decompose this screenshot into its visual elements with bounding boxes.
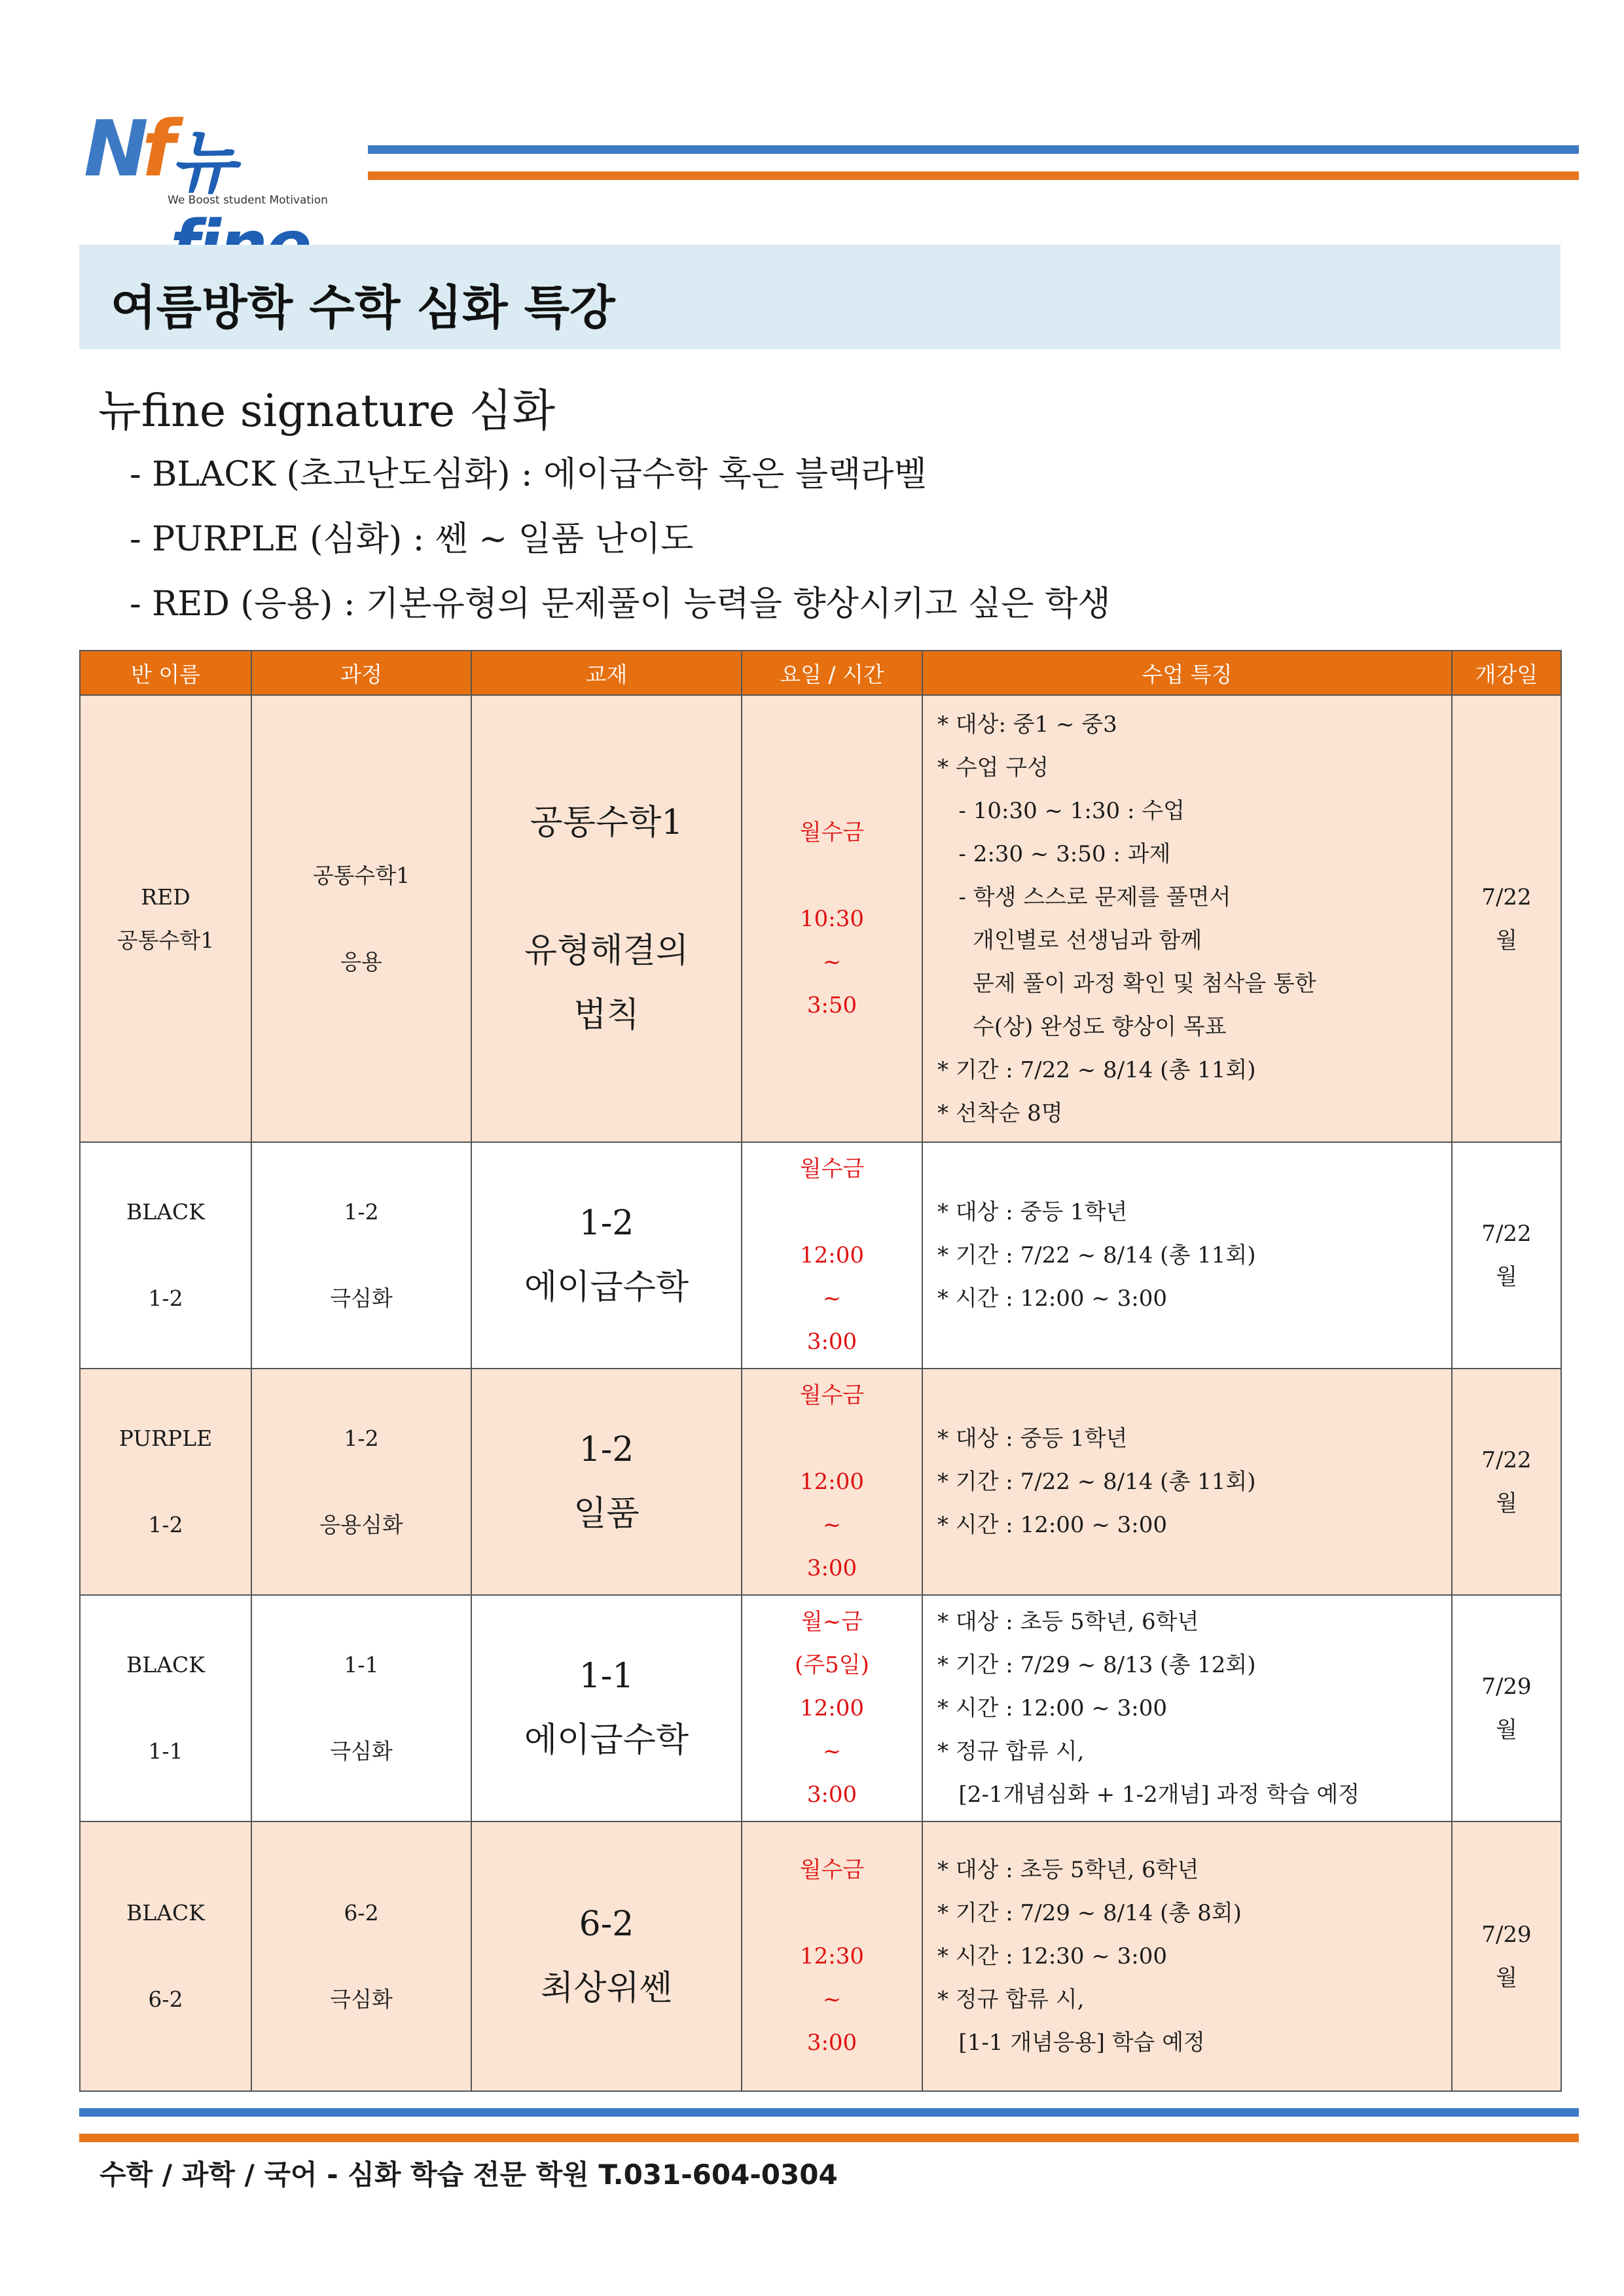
class-name-line: BLACK [126, 1652, 205, 1677]
features-cell [922, 695, 1452, 1142]
feature-line: * 정규 합류 시, [937, 1986, 1085, 2013]
feature-line: 개인별로 선생님과 함께 [937, 927, 1202, 954]
feature-line: * 대상: 중1 ~ 중3 [937, 711, 1117, 738]
course-cell [251, 1142, 471, 1369]
schedule-line: 월수금 [799, 819, 865, 846]
feature-line: * 대상 : 중등 1학년 [937, 1199, 1128, 1225]
start-weekday: 월 [1496, 927, 1517, 954]
schedule-line: 3:50 [806, 992, 857, 1018]
features-cell [922, 1369, 1452, 1595]
table-row [80, 1369, 1561, 1595]
schedule-line: 12:00 [800, 1695, 864, 1721]
schedule-line: ~ [822, 1986, 842, 2013]
schedule-line [742, 854, 922, 897]
feature-line: - 학생 스스로 문제를 풀면서 [937, 884, 1231, 910]
textbook-line: 공통수학1 [530, 802, 683, 842]
schedule-cell [742, 695, 922, 1142]
course-cell [251, 1369, 471, 1595]
feature-line: * 시간 : 12:30 ~ 3:00 [937, 1943, 1168, 1969]
textbook-line: 에이급수학 [524, 1721, 689, 1760]
textbook-line: 법칙 [573, 995, 640, 1035]
course-line: 공통수학1 [312, 862, 410, 888]
textbook-cell [471, 1142, 742, 1369]
header-divider-orange [368, 171, 1579, 180]
schedule-line: 월수금 [799, 1382, 865, 1408]
feature-line: * 시간 : 12:00 ~ 3:00 [937, 1285, 1168, 1312]
schedule-line: (주5일) [795, 1652, 869, 1678]
schedule-line: 10:30 [800, 905, 864, 932]
col-header-course: 과정 [251, 651, 471, 695]
course-line: 1-2 [344, 1199, 379, 1225]
course-cell [251, 1821, 471, 2091]
start-date: 7/29 [1481, 1922, 1532, 1948]
schedule-line: 월수금 [799, 1156, 865, 1182]
class-name-line [81, 1935, 251, 1978]
schedule-line: 12:30 [800, 1943, 864, 1969]
schedule-line: ~ [822, 1512, 842, 1538]
feature-line: - 2:30 ~ 3:50 : 과제 [937, 840, 1171, 867]
schedule-cell [742, 1142, 922, 1369]
textbook-cell [471, 1821, 742, 2091]
schedule-line: 3:00 [806, 1329, 857, 1355]
textbook-line: 최상위쎈 [541, 1969, 672, 2008]
feature-line: * 대상 : 초등 5학년, 6학년 [937, 1609, 1199, 1635]
logo-brand: 뉴 [170, 122, 234, 202]
course-line [252, 1234, 471, 1277]
feature-line: [2-1개념심화 + 1-2개념] 과정 학습 예정 [937, 1782, 1360, 1808]
textbook-line: 일품 [573, 1494, 640, 1534]
col-header-features: 수업 특징 [922, 651, 1452, 695]
level-item-black: - BLACK (초고난도심화) : 에이급수학 혹은 블랙라벨 [130, 455, 927, 494]
course-line: 극심화 [330, 1986, 393, 2012]
course-line [252, 897, 471, 941]
col-header-textbook: 교재 [471, 651, 742, 695]
feature-line: * 시간 : 12:00 ~ 3:00 [937, 1512, 1168, 1538]
start-date: 7/29 [1481, 1674, 1532, 1700]
start-weekday: 월 [1496, 1965, 1517, 1991]
course-line: 1-2 [344, 1426, 379, 1451]
table-header-row [80, 651, 1561, 695]
class-name-line: 6-2 [148, 1986, 183, 2012]
level-list [130, 452, 1111, 646]
table-row [80, 1142, 1561, 1369]
title-banner [79, 245, 1561, 350]
feature-line: * 정규 합류 시, [937, 1738, 1085, 1765]
footer-contact: 수학 / 과학 / 국어 - 심화 학습 전문 학원 T.031-604-0304 [99, 2159, 838, 2191]
class-name-line: BLACK [126, 1900, 205, 1926]
program-subtitle: 뉴fine signature 심화 [98, 386, 556, 437]
start-weekday: 월 [1496, 1717, 1517, 1743]
start-date-cell [1452, 1821, 1561, 2091]
start-date-cell [1452, 1595, 1561, 1821]
feature-line: * 시간 : 12:00 ~ 3:00 [937, 1695, 1168, 1721]
textbook-line: 에이급수학 [524, 1268, 689, 1307]
class-name-line: PURPLE [118, 1426, 213, 1451]
class-schedule-table [79, 650, 1562, 2092]
logo-tagline: We Boost student Motivation [168, 194, 328, 207]
schedule-line: 3:00 [806, 1555, 857, 1581]
textbook-cell [471, 1369, 742, 1595]
class-name-line [81, 1687, 251, 1730]
schedule-cell [742, 1821, 922, 2091]
schedule-line [742, 1417, 922, 1460]
schedule-cell [742, 1369, 922, 1595]
class-name-line [81, 1234, 251, 1277]
textbook-line: 1-1 [579, 1657, 634, 1696]
academy-logo [84, 98, 346, 213]
schedule-cell [742, 1595, 922, 1821]
course-cell [251, 1595, 471, 1821]
class-name-line: RED [141, 884, 190, 910]
schedule-line: 3:00 [806, 1782, 857, 1808]
textbook-cell [471, 1595, 742, 1821]
feature-line: * 기간 : 7/22 ~ 8/14 (총 11회) [937, 1056, 1256, 1083]
schedule-line: ~ [822, 1285, 842, 1312]
textbook-line: 유형해결의 [524, 931, 689, 971]
class-name-line: 1-1 [148, 1738, 183, 1764]
textbook-line [472, 855, 741, 919]
textbook-line: 1-2 [579, 1204, 634, 1243]
start-date: 7/22 [1481, 1221, 1532, 1247]
class-name-cell [80, 1821, 251, 2091]
feature-line: * 선착순 8명 [937, 1100, 1063, 1126]
features-cell [922, 1142, 1452, 1369]
class-name-cell [80, 1369, 251, 1595]
course-line: 응용심화 [319, 1512, 403, 1537]
course-line: 응용 [340, 948, 382, 975]
feature-line: * 기간 : 7/22 ~ 8/14 (총 11회) [937, 1242, 1256, 1268]
feature-line: [1-1 개념응용] 학습 예정 [937, 2030, 1205, 2056]
start-date: 7/22 [1481, 1447, 1532, 1473]
table-row [80, 1821, 1561, 2091]
textbook-cell [471, 695, 742, 1142]
col-header-start-date: 개강일 [1452, 651, 1561, 695]
class-name-line: 1-2 [148, 1512, 183, 1537]
course-line: 6-2 [344, 1900, 379, 1926]
feature-line: * 기간 : 7/22 ~ 8/14 (총 11회) [937, 1469, 1256, 1495]
logo-mark [84, 103, 169, 194]
schedule-line: ~ [822, 1738, 842, 1765]
course-cell [251, 695, 471, 1142]
course-line [252, 1460, 471, 1503]
course-line [252, 1687, 471, 1730]
schedule-line: 월수금 [799, 1857, 865, 1883]
schedule-line [742, 1191, 922, 1234]
textbook-line: 6-2 [579, 1905, 634, 1944]
feature-line: * 수업 구성 [937, 754, 1049, 781]
schedule-line: 12:00 [800, 1242, 864, 1268]
feature-line: - 10:30 ~ 1:30 : 수업 [937, 797, 1185, 824]
feature-line: * 기간 : 7/29 ~ 8/13 (총 12회) [937, 1652, 1256, 1678]
col-header-schedule: 요일 / 시간 [742, 651, 922, 695]
col-header-class-name: 반 이름 [80, 651, 251, 695]
course-line: 극심화 [330, 1285, 393, 1311]
features-cell [922, 1595, 1452, 1821]
footer-divider-blue [79, 2108, 1579, 2117]
footer-divider-orange [79, 2134, 1579, 2142]
feature-line: * 대상 : 초등 5학년, 6학년 [937, 1857, 1199, 1883]
start-date-cell [1452, 695, 1561, 1142]
level-item-purple: - PURPLE (심화) : 쎈 ~ 일품 난이도 [130, 520, 694, 559]
course-line [252, 1935, 471, 1978]
class-name-line: BLACK [126, 1199, 205, 1225]
class-name-line [81, 1460, 251, 1503]
class-name-cell [80, 695, 251, 1142]
course-line: 1-1 [344, 1652, 379, 1677]
start-date-cell [1452, 1142, 1561, 1369]
logo-mark-text: Nf [84, 103, 170, 194]
course-line: 극심화 [330, 1738, 393, 1764]
class-name-line: 공통수학1 [117, 927, 215, 953]
start-weekday: 월 [1496, 1264, 1517, 1290]
start-date-cell [1452, 1369, 1561, 1595]
page-title: 여름방학 수학 심화 특강 [111, 280, 615, 335]
header-divider-blue [368, 145, 1579, 154]
feature-line: 문제 풀이 과정 확인 및 첨삭을 통한 [937, 970, 1316, 997]
schedule-line: 월~금 [801, 1609, 863, 1635]
class-name-line: 1-2 [148, 1285, 183, 1311]
schedule-line: 3:00 [806, 2030, 857, 2056]
schedule-line: 12:00 [800, 1469, 864, 1495]
schedule-line: ~ [822, 948, 842, 975]
class-name-cell [80, 1595, 251, 1821]
start-weekday: 월 [1496, 1490, 1517, 1516]
level-item-red: - RED (응용) : 기본유형의 문제풀이 능력을 향상시키고 싶은 학생 [130, 584, 1111, 624]
feature-line: * 기간 : 7/29 ~ 8/14 (총 8회) [937, 1900, 1242, 1926]
schedule-line [742, 1892, 922, 1935]
textbook-line: 1-2 [579, 1430, 634, 1469]
class-name-cell [80, 1142, 251, 1369]
features-cell [922, 1821, 1452, 2091]
feature-line: 수(상) 완성도 향상이 목표 [937, 1013, 1227, 1040]
table-row [80, 695, 1561, 1142]
feature-line: * 대상 : 중등 1학년 [937, 1426, 1128, 1452]
start-date: 7/22 [1481, 884, 1532, 910]
table-row [80, 1595, 1561, 1821]
